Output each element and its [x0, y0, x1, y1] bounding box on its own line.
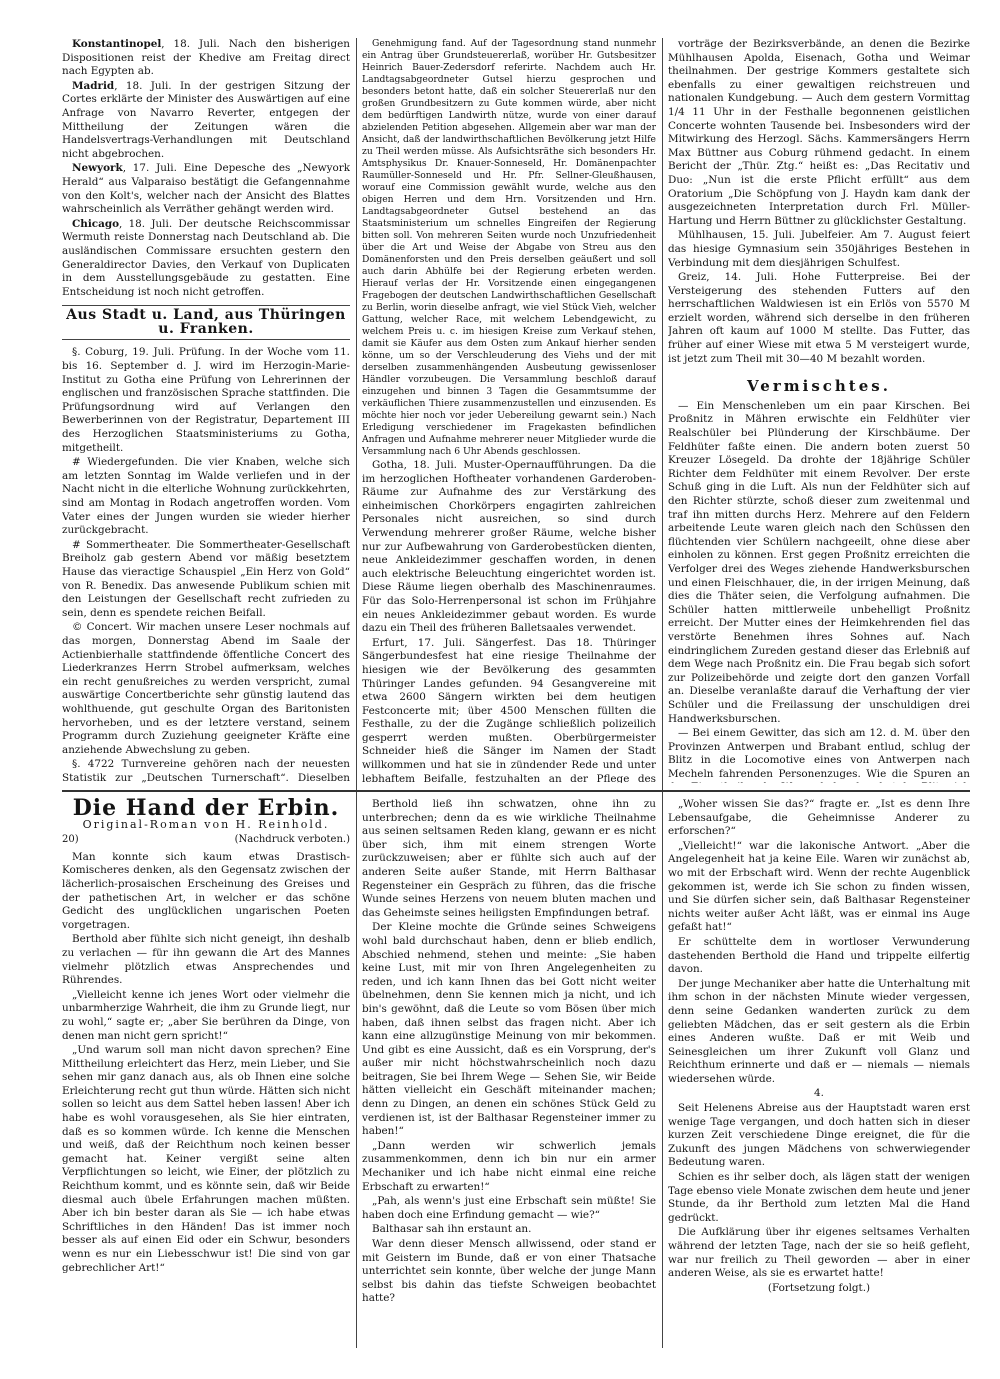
novel-paragraph: War denn dieser Mensch allwissend, oder stand er mit Geistern im Bunde, daß er von einer Thatsache unterrichtet sein konnte, über welche der junge Mann selbst bis dahin das tiefste Schweigen beobachtet hatte?: [362, 1238, 656, 1305]
news-coburg: §. Coburg, 19. Juli. Prüfung. In der Woche vom 11. bis 16. September d. J. wird im Herzogin-Marie-Institut zu Gotha eine Prüfung von Lehrerinnen der englischen und französischen Sprache stattfinden. Die Prüfungsordnung wird auf Verlangen den Bewerberinnen von der Registratur, Departement III des Herzoglichen Staatsministeriums zu Gotha, mitgetheilt.: [62, 346, 350, 454]
installment-number: 20): [62, 834, 79, 846]
news-erfurt: Erfurt, 17. Juli. Sängerfest. Das 18. Thüringer Sängerbundesfest hat eine riesige Theilnahme der hiesigen wie der Bevölkerung des gesammten Thüringer Landes gefunden. 94 Gesangvereine mit etwa 2600 Sängern wirkten bei dem heutigen Festconcerte mit; über 4500 Menschen füllten die Festhalle, zu der die Zugänge schließlich polizeilich gesperrt werden mußten. Oberbürgermeister Schneider hieß die Sänger im Namen der Stadt willkommen und hat sie in zündender Rede und unter lebhaftem Beifalle, festzuhalten an der Pflege des: [362, 636, 656, 783]
column-3: [668, 38, 970, 783]
dateline: Chicago: [72, 217, 120, 230]
novel-paragraph: Der Kleine mochte die Gründe seines Schweigens wohl bald durchschaut haben, denn er blieb endlich, Abschied nehmend, stehen und meinte: „Sie haben keine Lust, mit mir von Ihren Angelegenheiten zu reden, und ich kann Ihnen das bei Gott nicht weiter übelnehmen, denn Sie kennen mich ja nicht, und ich bin's gewöhnt, daß die Leute so vom Bösen über mich haben, daß ihnen selbst das fragen nicht. Aber ich kann eine allzugünstige Meinung von mir bekommen. Und gibt es eine Aussicht, daß es ein Vorsprung, der's außer mir nicht höchstwahrscheinlich noch dazu beitragen, Sie bei Ihrem Wege — Sehen Sie, wir Beide hätten vielleicht ein Geschäft miteinander machen; denn zu Dingen, an denen ein schönes Stück Geld zu verdienen ist, ist der Balthasar Regensteiner immer zu haben!“: [362, 921, 656, 1138]
novel-paragraph: „Woher wissen Sie das?“ fragte er. „Ist es denn Ihre Lebensaufgabe, die Geheimnisse Anderer zu erforschen?“: [668, 798, 970, 838]
novel-paragraph: Die Aufklärung über ihr eigenes seltsames Verhalten während der letzten Tage, nach der sie so heiß gefleht, war nur freilich zu Theil geworden — aber in einer anderen Weise, als sie es erwartet hatte!: [668, 1226, 970, 1280]
column-divider: [662, 38, 663, 1348]
article-text: , 17. Juli. Eine Depesche des „Newyork Herald“ aus Valparaiso bestätigt die Gefangennahme von den Kolt's, welcher nach der Ansicht des Blattes wahrscheinlich als Verräther gehängt werden wird.: [62, 162, 350, 216]
vermischtes-heading: Vermischtes.: [747, 377, 891, 396]
novel-paragraph: Balthasar sah ihn erstaunt an.: [372, 1223, 532, 1236]
novel-paragraph: „Vielleicht kenne ich jenes Wort oder vielmehr die unbarmherzige Wahrheit, die ihm zu Grunde liegt, nur zu wohl,“ sagte er; „aber Sie berühren da Dinge, von denen man nicht gern spricht!“: [62, 988, 350, 1042]
news-greiz: Greiz, 14. Juli. Hohe Futterpreise. Bei der Versteigerung des stehenden Futters auf den herrschaftlichen Waldwiesen ist ein Erlös von 5570 M erzielt worden, während sich derselbe in den früheren Jahren oft kaum auf 1000 M stellte. Das Futter, das früher auf einer Wiese mit etwa 5 M versteigert wurde, ist jetzt zum Theil mit 30—40 M bezahlt worden.: [668, 271, 970, 365]
news-kirschen: — Ein Menschenleben um ein paar Kirschen. Bei Proßnitz in Mähren erwischte ein Feldhüter vier Realschüler bei Plünderung der Kirschbäume. Der Feldhüter faßte einen. Die andern boten zuerst 50 Kreuzer Lösegeld. Da drohte der 18jährige Schüler Richter dem Feldhüter mit einem Revolver. Der erste Schuß ging in die Luft. Als nun der Feldhüter sich auf den Richter stürzte, schoß dieser zum zweitenmal und traf ihn mitten durchs Herz. Mehrere auf den Feldern arbeitende Leute waren gleich nach den Schüssen den flüchtenden vier Schülern nachgeeilt, ohne diese aber einholen zu können. Erst gegen Proßnitz erreichten die Verfolger drei des Weges ziehende Handwerksburschen und einen Fleischhauer, die, in der irrigen Meinung, daß dies die Thäter seien, die Verfolgung aufnahmen. Die Schüler hatten mittlerweile unbehelligt Proßnitz erreicht. Der Mutter eines der Heimkehrenden fiel das verstörte Benehmen ihres Sohnes auf. Nach eindringlichem Zureden gestand dieser das Erlebniß auf dem Wege nach Proßnitz ein. Die Frau begab sich sofort zur Polizeibehörde und zeigte dort den ganzen Vorfall an. Dieselbe veranlaßte darauf die Verhaftung der vier Schüler und die Freilassung der unschuldigen drei Handwerksburschen.: [668, 399, 970, 725]
novel-paragraph: Berthold ließ ihn schwatzen, ohne ihn zu unterbrechen; denn da es wie wirkliche Theilnahme aus seinen seltsamen Reden klang, gewann er es nicht über sich, ihm mit einem strengen Worte zurückzuweisen; aber er fühlte sich auch auf der anderen Seite außer Stande, mit Herrn Balthasar Regensteiner ein Gespräch zu führen, das die frische Wunde seines Herzens von neuem bluten machen und das Geheimste seines heiligsten Empfindungen betraf.: [362, 798, 656, 919]
news-konstantinopel: [62, 38, 350, 79]
news-turnvereine: §. 4722 Turnvereine gehören nach der neuesten Statistik zur „Deutschen Turnerschaft“. Dieselben: [62, 758, 350, 783]
novel-paragraph: Seit Helenens Abreise aus der Hauptstadt waren erst wenige Tage vergangen, und doch hatten sich in dieser kurzen Zeit verschiedene Dinge ereignet, die für die Zukunft des jungen Mädchens von schwerwiegender Bedeutung waren.: [668, 1102, 970, 1169]
continuation-note: (Fortsetzung folgt.): [767, 1281, 871, 1294]
novel-paragraph: „Vielleicht!“ war die lakonische Antwort. „Aber die Angelegenheit hat ja keine Eile. Waren wir zunächst ab, wo mit der Erbschaft wird. Wenn der rechte Augenblick gekommen ist, werde ich Sie schon zu finden wissen, und Sie dürfen sicher sein, daß Balthasar Regensteiner nichts weiter außer Acht läßt, was er einmal ins Auge gefaßt hat!“: [668, 839, 970, 934]
novel-paragraph: „Und warum soll man nicht davon sprechen? Eine Mittheilung erleichtert das Herz, mein Lieber, und Sie sehen mir ganz danach aus, als ob Ihnen eine solche Erleichterung recht gut thun würde. Hätten sich nicht sollen so leicht aus dem Sattel heben lassen! Aber ich habe es wohl vorausgesehen, als Sie hier eintraten, daß es so kommen würde. Ich kenne die Menschen und weiß, daß der Reichthum noch keinen besser gemacht hat. Keiner vergißt seine alten Verpflichtungen so leicht, wie Einer, der plötzlich zu Reichthum kommt, und es könnte sein, daß wir Beide diesmal auch übele Erfahrungen machen müßten. Aber ich bin bester daran als Sie — ich habe etwas Schriftliches in den Händen! Das ist immer noch besser als auf einen Eid oder ein Schwur, besonders wenn es nur ein Liebesschwur ist! Die sind von gar gebrechlicher Art!“: [62, 1044, 350, 1274]
article-text: , 18. Juli. Der deutsche Reichscommissar Wermuth reiste Donnerstag nach Deutschland ab. Die ausländischen Commissare ersuchten gestern den Generaldirector Davies, den Verkauf von Duplicaten in dem Ausstellungsgebäude zu gestatten. Eine Entscheidung ist noch nicht getroffen.: [62, 217, 350, 298]
news-madrid: [62, 80, 350, 162]
column-1: [62, 38, 350, 783]
news-chicago: [62, 218, 350, 300]
novel-title: Die Hand der Erbin.: [72, 798, 340, 821]
novel-paragraph: Berthold aber fühlte sich nicht geneigt, ihn deshalb zu verlachen — für ihn gewann die Art des Mannes vielmehr plötzlich etwas Ansprechendes und Rührendes.: [62, 933, 350, 987]
news-wiedergefunden: # Wiedergefunden. Die vier Knaben, welche sich am letzten Sonntag im Walde verliefen und in der Nacht nicht in die elterliche Wohnung zurückkehrten, sind am Montag in Rodach angetroffen worden. Vom Vater eines der Jungen wurden sie wieder hierher zurückgebracht.: [62, 456, 350, 537]
novel-column-2: [362, 798, 656, 1348]
column-2: [362, 38, 656, 783]
novel-paragraph: Er schüttelte dem in wortloser Verwunderung dastehenden Berthold die Hand und trippelte eilfertig davon.: [668, 935, 970, 976]
feuilleton-divider: [62, 790, 970, 792]
section-heading: Aus Stadt u. Land, aus Thüringen u. Franken.: [62, 305, 350, 340]
article-text: , 18. Juli. Nach den bisherigen Dispositionen reist der Khedive am Freitag direct nach Egypten ab.: [62, 38, 350, 78]
novel-column-3: [668, 798, 970, 1348]
news-gewitter: — Bei einem Gewitter, das sich am 12. d. M. über den Provinzen Antwerpen und Brabant entlud, schlug der Blitz in die Locomotive eines von Antwerpen nach Mecheln fahrenden Personenzuges. Wie die Spuren an: [668, 727, 970, 780]
dateline: Newyork: [72, 162, 123, 175]
reprint-notice: (Nachdruck verboten.): [234, 834, 350, 846]
column-divider: [356, 38, 357, 1348]
novel-paragraph: Schien es ihr selber doch, als lägen statt der wenigen Tage ebenso viele Monate zwischen dem heute und jener Stunde, da ihr Berthold zum letzten Mal die Hand gedrückt.: [668, 1171, 970, 1224]
novel-column-1: [62, 798, 350, 1348]
article-text: , 18. Juli. In der gestrigen Sitzung der Cortes erklärte der Minister des Auswärtigen auf eine Anfrage von Navarro Reverter, entgegen der Mittheilung der Zeitungen wären die Handelsvertrags-Verhandlungen mit Deutschland nicht abgebrochen.: [62, 79, 350, 160]
novel-paragraph: „Pah, als wenn's just eine Erbschaft sein müßte! Sie haben doch eine Erfindung gemacht — wie?“: [362, 1195, 656, 1221]
novel-paragraph: „Dann werden wir schwerlich jemals zusammenkommen, denn ich bin nur ein armer Mechaniker und ich habe nicht einmal eine reiche Erbschaft zu erwarten!“: [362, 1139, 656, 1193]
news-gotha: Gotha, 18. Juli. Muster-Opernaufführungen. Da die im herzoglichen Hoftheater vorhandenen Garderoben-Räume zur Aufnahme des zur Verstärkung des einheimischen Chorkörpers engagirten zahlreichen Personales nicht ausreichen, so sind durch Verwendung mehrerer großer Räume, welche bisher nur zur Aufbewahrung von Garderobestücken dienten, neue Ankleidezimmer geschaffen worden, in denen auch elektrische Beleuchtung eingerichtet worden ist. Diese Räume liegen oberhalb des Maschinenraumes. Für das Solo-Herrenpersonal ist schon im Frühjahre ein neues Ankleidezimmer gebaut worden. Es wurde dazu ein Theil des früheren Balletsaales verwendet.: [362, 459, 656, 635]
news-sommertheater: # Sommertheater. Die Sommertheater-Gesellschaft Breiholz gab gestern Abend vor mäßig besetztem Hause das vieractige Schauspiel „Ein Herz von Gold“ von R. Benedix. Das anwesende Publikum schien mit den Leistungen der Gesellschaft recht zufrieden zu sein, denn es spendete reichen Beifall.: [62, 538, 350, 619]
news-erfurt-cont: vorträge der Bezirksverbände, an denen die Bezirke Mühlhausen Apolda, Eisenach, Gotha und Weimar theilnahmen. Der gestrige Kommers gestaltete sich ebenfalls zu einer gewaltigen reichstreuen und nationalen Kundgebung. — Auch dem gestern Vormittag 1/4 11 Uhr in der Festhalle begonnenen geistlichen Concerte wohnten Tausende bei. Insbesonders wird der Mitwirkung des Herzogl. Sächs. Kammersängers Herrn Max Büttner aus Coburg rühmend gedacht. In einem Bericht der „Thür. Ztg.“ heißt es: „Das Recitativ und Duo: „Nun ist die erste Pflicht erfüllt“ aus dem Oratorium „Die Schöpfung von J. Haydn kam dank der ausgezeichneten Interpretation durch Frl. Müller-Hartung und Herrn Büttner zu glücklichster Gestaltung.: [668, 38, 970, 227]
novel-paragraph: Der junge Mechaniker aber hatte die Unterhaltung mit ihm schon in der nächsten Minute wieder vergessen, denn seine Gedanken wanderten zurück zu dem geliebten Mädchen, das er seit gestern als die Erbin eines Anderen wußte. Daß er mit Weib und Seinesgleichen um ihrer Zukunft voll Glanz und Reichthum erinnerte und daß er — niemals — niemals wiedersehen würde.: [668, 977, 970, 1085]
newspaper-page: [62, 38, 970, 1348]
novel-meta: [62, 833, 350, 847]
novel-subtitle: Original-Roman von H. Reinhold.: [82, 817, 330, 831]
news-versammlung-cont: Genehmigung fand. Auf der Tagesordnung stand nunmehr ein Antrag über Grundsteuererlaß, worüber Hr. Gutsbesitzer Heinrich Bauer-Zedersdorf referirte. Nachdem auch Hr. Landtagsabgeordneter Gutsel hierzu gesprochen und besonders betont hatte, daß ein solcher Steuererlaß nur den großen Grundbesitzern zu Gute kommen würde, aber nicht dem bedürftigen Landwirth nütze, wurde von einer darauf abzielenden Petition abgesehen. Allgemein aber war man der Ansicht, daß der landwirthschaftlichen Bevölkerung jetzt Hilfe zu Theil werden müsse. Als Aufsichtsräthe sich besonders Hr. Amtsphysikus Dr. Knauer-Sonneseld, Hr. Domänenpachter Raumüller-Sonneseld und Hr. Pfr. Sellner-Gleußhausen, worauf eine Commission gewählt wurde, welche aus den obigen Herren und dem Hrn. Vorsitzenden und Hrn. Landtagsabgeordneter Gutsel bestehend an das Staatsministerium um schnelles Eingreifen der Regierung bitten soll. Von mehreren Seiten wurde noch Unzufriedenheit über die Art und Weise der Abgabe von Streu aus den Domänenforsten und den Preis derselben geäußert und soll auch darin Abhülfe bei der Regierung erbeten werden. Hierauf verlas der Hr. Vorsitzende einen eingegangenen Fragebogen der deutschen Landwirthschaftlichen Gesellschaft zu Berlin, worin dieselbe anfragt, wie viel Stück Vieh, welcher Gattung, welcher Race, mit welchem Lebendgewicht, zu welchem Preis u. c. im hiesigen Kreise zum Verkauf stehen, damit sie Käufer aus dem Osten zum Ankauf hierher senden könne, um so der Verschleuderung des Viehs und der mit derselben zusammenhängenden Ausbeutung gewissenloser Händler vorzubeugen. Die Versammlung beschloß darauf einzugehen und binnen 3 Tagen die Gesammtsumme der verkäuflichen Thiere zusammenzustellen und einzusenden. Es möchte hier noch vor jeder Uebereilung gewarnt sein.) Nach Erledigung verschiedener im Fragekasten befindlichen Anfragen und Aufnahme mehrerer neuer Mitglieder wurde die Versammlung nach 6 Uhr Abends geschlossen.: [362, 38, 656, 457]
dateline: Madrid: [72, 79, 115, 92]
news-concert: © Concert. Wir machen unsere Leser nochmals auf das morgen, Donnerstag Abend im Saale der Actienbierhalle stattfindende öffentliche Concert des Liederkranzes Herrn Strobel aufmerksam, welches ein recht genußreiches zu werden verspricht, zumal auswärtige Concertberichte sehr günstig lautend das wohlthuende, gut geschulte Organ des Baritonisten hervorheben, und es der letztere verstand, seinem Programm durch Zuziehung geeigneter Kräfte eine anziehende Abwechslung zu geben.: [62, 621, 350, 756]
news-muehlhausen: Mühlhausen, 15. Juli. Jubelfeier. Am 7. August feiert das hiesige Gymnasium sein 350jähriges Bestehen in Verbindung mit dem diesjährigen Schulfest.: [668, 229, 970, 269]
dateline: Konstantinopel: [72, 38, 162, 50]
chapter-number: 4.: [814, 1087, 824, 1100]
novel-paragraph: Man konnte sich kaum etwas Drastisch-Komischeres denken, als den Gegensatz zwischen der lächerlich-prosaischen Erscheinung des Greises und der pathetischen Art, in welcher er das schöne Gedicht des unglücklichen ungarischen Poeten vorgetragen.: [62, 850, 350, 931]
news-newyork: [62, 162, 350, 216]
